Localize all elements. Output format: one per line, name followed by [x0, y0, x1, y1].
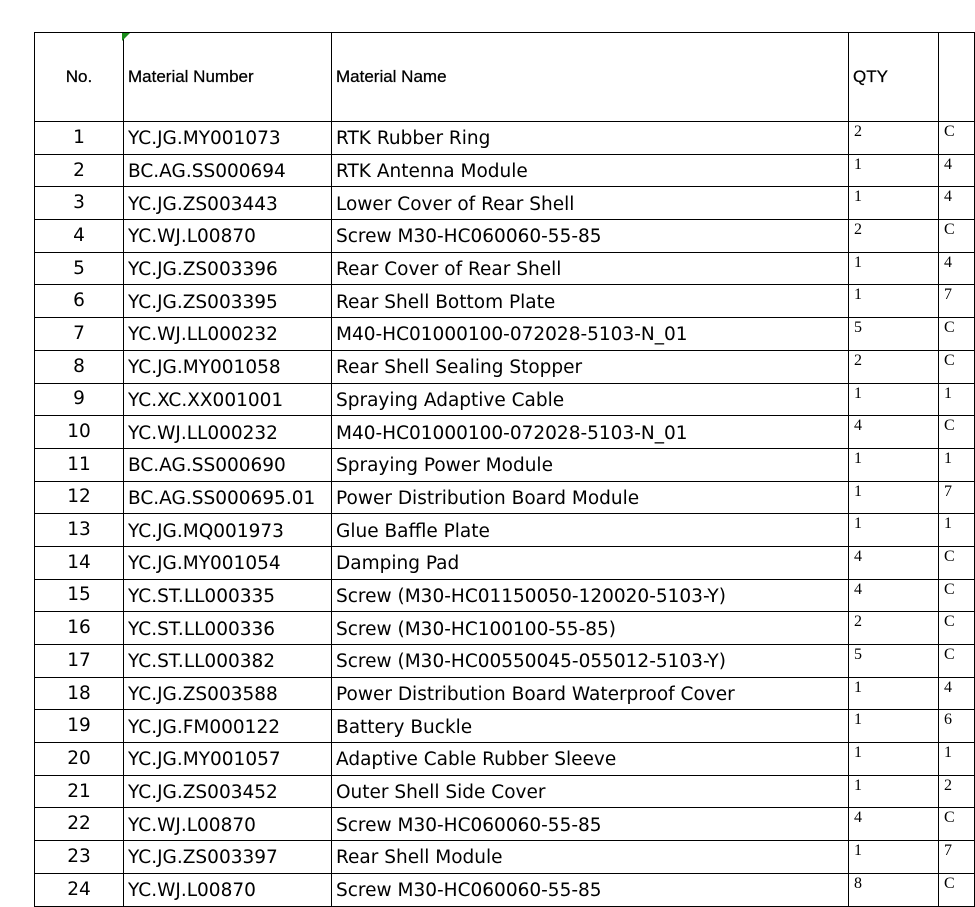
cell-next-column[interactable]: C [939, 645, 975, 678]
cell-next-column[interactable]: 1 [939, 448, 975, 481]
cell-no[interactable]: 22 [35, 808, 124, 841]
cell-material-number[interactable]: YC.WJ.L00870 [124, 808, 332, 841]
cell-material-number[interactable]: YC.JG.MY001058 [124, 350, 332, 383]
cell-material-name[interactable]: RTK Antenna Module [332, 154, 849, 187]
cell-no[interactable]: 8 [35, 350, 124, 383]
cell-next-column[interactable]: 2 [939, 775, 975, 808]
cell-next-column[interactable]: 7 [939, 285, 975, 318]
cell-qty[interactable]: 1 [849, 187, 939, 220]
cell-next-column[interactable]: 1 [939, 383, 975, 416]
table-row [35, 448, 975, 481]
cell-material-name[interactable]: RTK Rubber Ring [332, 122, 849, 155]
cell-no[interactable]: 6 [35, 285, 124, 318]
cell-next-column[interactable]: 7 [939, 481, 975, 514]
cell-no[interactable]: 3 [35, 187, 124, 220]
table-row [35, 481, 975, 514]
table-row [35, 546, 975, 579]
cell-material-number[interactable]: BC.AG.SS000694 [124, 154, 332, 187]
cell-material-number[interactable]: YC.ST.LL000382 [124, 645, 332, 678]
cell-next-column[interactable]: C [939, 350, 975, 383]
cell-material-name[interactable]: Lower Cover of Rear Shell [332, 187, 849, 220]
cell-no[interactable]: 19 [35, 710, 124, 743]
cell-next-column[interactable]: C [939, 546, 975, 579]
cell-material-name[interactable]: Screw M30-HC060060-55-85 [332, 873, 849, 906]
cell-material-name[interactable]: Power Distribution Board Module [332, 481, 849, 514]
table-row [35, 710, 975, 743]
cell-material-number[interactable]: BC.AG.SS000695.01 [124, 481, 332, 514]
cell-qty[interactable]: 4 [849, 546, 939, 579]
cell-material-name[interactable]: M40-HC01000100-072028-5103-N_01 [332, 416, 849, 449]
cell-material-number[interactable]: YC.WJ.L00870 [124, 220, 332, 253]
table-row [35, 514, 975, 547]
cell-qty[interactable]: 1 [849, 285, 939, 318]
table-row [35, 579, 975, 612]
cell-next-column[interactable]: C [939, 318, 975, 351]
cell-comment-marker-icon [122, 33, 130, 41]
cell-next-column[interactable]: 7 [939, 841, 975, 874]
table-row [35, 612, 975, 645]
cell-material-number[interactable]: YC.JG.ZS003396 [124, 252, 332, 285]
cell-next-column[interactable]: C [939, 808, 975, 841]
cell-no[interactable]: 2 [35, 154, 124, 187]
cell-next-column[interactable]: C [939, 579, 975, 612]
cell-next-column[interactable]: 4 [939, 252, 975, 285]
cell-qty[interactable]: 8 [849, 873, 939, 906]
table-row [35, 252, 975, 285]
cell-material-number[interactable]: YC.WJ.LL000232 [124, 318, 332, 351]
cell-next-column[interactable]: C [939, 612, 975, 645]
cell-material-name[interactable]: Rear Shell Module [332, 841, 849, 874]
cell-qty[interactable]: 2 [849, 220, 939, 253]
cell-material-number[interactable]: YC.JG.ZS003443 [124, 187, 332, 220]
table-row [35, 318, 975, 351]
cell-no[interactable]: 14 [35, 546, 124, 579]
cell-next-column[interactable]: 6 [939, 710, 975, 743]
cell-qty[interactable]: 4 [849, 579, 939, 612]
table-row [35, 645, 975, 678]
cell-next-column[interactable]: C [939, 220, 975, 253]
table-row [35, 416, 975, 449]
table-row [35, 383, 975, 416]
cell-material-number[interactable]: YC.ST.LL000336 [124, 612, 332, 645]
cell-next-column[interactable]: 1 [939, 514, 975, 547]
cell-no[interactable]: 1 [35, 122, 124, 155]
table-row [35, 775, 975, 808]
cell-next-column[interactable]: 4 [939, 677, 975, 710]
cell-qty[interactable]: 5 [849, 645, 939, 678]
cell-material-name[interactable]: Glue Baffle Plate [332, 514, 849, 547]
table-header-row [35, 33, 975, 122]
cell-material-number[interactable]: YC.JG.ZS003588 [124, 677, 332, 710]
cell-material-name[interactable]: Screw M30-HC060060-55-85 [332, 220, 849, 253]
cell-material-name[interactable]: Screw (M30-HC00550045-055012-5103-Y) [332, 645, 849, 678]
cell-qty[interactable]: 1 [849, 841, 939, 874]
cell-material-number[interactable]: YC.ST.LL000335 [124, 579, 332, 612]
cell-qty[interactable]: 5 [849, 318, 939, 351]
table-row [35, 285, 975, 318]
cell-material-number[interactable]: YC.XC.XX001001 [124, 383, 332, 416]
cell-no[interactable]: 7 [35, 318, 124, 351]
cell-material-name[interactable]: Damping Pad [332, 546, 849, 579]
cell-material-name[interactable]: Power Distribution Board Waterproof Cover [332, 677, 849, 710]
cell-material-name[interactable]: Screw (M30-HC01150050-120020-5103-Y) [332, 579, 849, 612]
parts-list-sheet [34, 32, 955, 902]
cell-material-number[interactable]: YC.JG.ZS003397 [124, 841, 332, 874]
table-row [35, 808, 975, 841]
cell-qty[interactable]: 4 [849, 808, 939, 841]
cell-no[interactable]: 24 [35, 873, 124, 906]
cell-next-column[interactable]: 1 [939, 743, 975, 776]
cell-no[interactable]: 16 [35, 612, 124, 645]
cell-material-name[interactable]: M40-HC01000100-072028-5103-N_01 [332, 318, 849, 351]
cell-material-number[interactable]: YC.WJ.LL000232 [124, 416, 332, 449]
cell-material-number[interactable]: YC.JG.MY001073 [124, 122, 332, 155]
cell-qty[interactable]: 2 [849, 612, 939, 645]
cell-qty[interactable]: 1 [849, 677, 939, 710]
cell-material-number[interactable]: YC.JG.MQ001973 [124, 514, 332, 547]
cell-qty[interactable]: 1 [849, 775, 939, 808]
table-row [35, 743, 975, 776]
cell-no[interactable]: 15 [35, 579, 124, 612]
cell-next-column[interactable]: 4 [939, 187, 975, 220]
cell-next-column[interactable]: C [939, 873, 975, 906]
cell-no[interactable]: 4 [35, 220, 124, 253]
cell-material-name[interactable]: Screw (M30-HC100100-55-85) [332, 612, 849, 645]
table-row [35, 841, 975, 874]
cell-next-column[interactable]: C [939, 122, 975, 155]
cell-material-name[interactable]: Spraying Adaptive Cable [332, 383, 849, 416]
cell-qty[interactable]: 4 [849, 416, 939, 449]
cell-qty[interactable]: 1 [849, 514, 939, 547]
cell-material-name[interactable]: Rear Cover of Rear Shell [332, 252, 849, 285]
header-qty[interactable]: QTY [849, 33, 939, 122]
cell-no[interactable]: 13 [35, 514, 124, 547]
cell-no[interactable]: 5 [35, 252, 124, 285]
cell-qty[interactable]: 2 [849, 122, 939, 155]
table-row [35, 677, 975, 710]
cell-no[interactable]: 10 [35, 416, 124, 449]
cell-material-name[interactable]: Spraying Power Module [332, 448, 849, 481]
cell-no[interactable]: 20 [35, 743, 124, 776]
cell-material-number[interactable]: YC.JG.ZS003395 [124, 285, 332, 318]
cell-material-name[interactable]: Screw M30-HC060060-55-85 [332, 808, 849, 841]
cell-material-number[interactable]: YC.WJ.L00870 [124, 873, 332, 906]
cell-no[interactable]: 9 [35, 383, 124, 416]
cell-material-number[interactable]: YC.JG.MY001054 [124, 546, 332, 579]
cell-material-name[interactable]: Outer Shell Side Cover [332, 775, 849, 808]
header-next-column[interactable] [939, 33, 975, 122]
cell-material-number[interactable]: YC.JG.MY001057 [124, 743, 332, 776]
cell-next-column[interactable]: 4 [939, 154, 975, 187]
cell-qty[interactable]: 1 [849, 743, 939, 776]
cell-no[interactable]: 12 [35, 481, 124, 514]
header-material-number[interactable]: Material Number [124, 33, 332, 122]
table-row [35, 220, 975, 253]
cell-material-name[interactable]: Adaptive Cable Rubber Sleeve [332, 743, 849, 776]
cell-qty[interactable]: 1 [849, 710, 939, 743]
cell-no[interactable]: 17 [35, 645, 124, 678]
cell-material-name[interactable]: Rear Shell Sealing Stopper [332, 350, 849, 383]
table-row [35, 187, 975, 220]
header-no[interactable]: No. [35, 33, 124, 122]
cell-material-number[interactable]: YC.JG.ZS003452 [124, 775, 332, 808]
cell-qty[interactable]: 1 [849, 448, 939, 481]
cell-material-number[interactable]: BC.AG.SS000690 [124, 448, 332, 481]
cell-no[interactable]: 21 [35, 775, 124, 808]
table-row [35, 122, 975, 155]
parts-table [34, 32, 975, 907]
cell-material-number[interactable]: YC.JG.FM000122 [124, 710, 332, 743]
cell-qty[interactable]: 2 [849, 350, 939, 383]
cell-qty[interactable]: 1 [849, 154, 939, 187]
cell-next-column[interactable]: C [939, 416, 975, 449]
table-row [35, 154, 975, 187]
cell-material-name[interactable]: Rear Shell Bottom Plate [332, 285, 849, 318]
cell-no[interactable]: 23 [35, 841, 124, 874]
cell-no[interactable]: 18 [35, 677, 124, 710]
cell-qty[interactable]: 1 [849, 481, 939, 514]
cell-no[interactable]: 11 [35, 448, 124, 481]
header-material-name[interactable]: Material Name [332, 33, 849, 122]
cell-qty[interactable]: 1 [849, 252, 939, 285]
table-row [35, 350, 975, 383]
table-row [35, 873, 975, 906]
cell-qty[interactable]: 1 [849, 383, 939, 416]
cell-material-name[interactable]: Battery Buckle [332, 710, 849, 743]
